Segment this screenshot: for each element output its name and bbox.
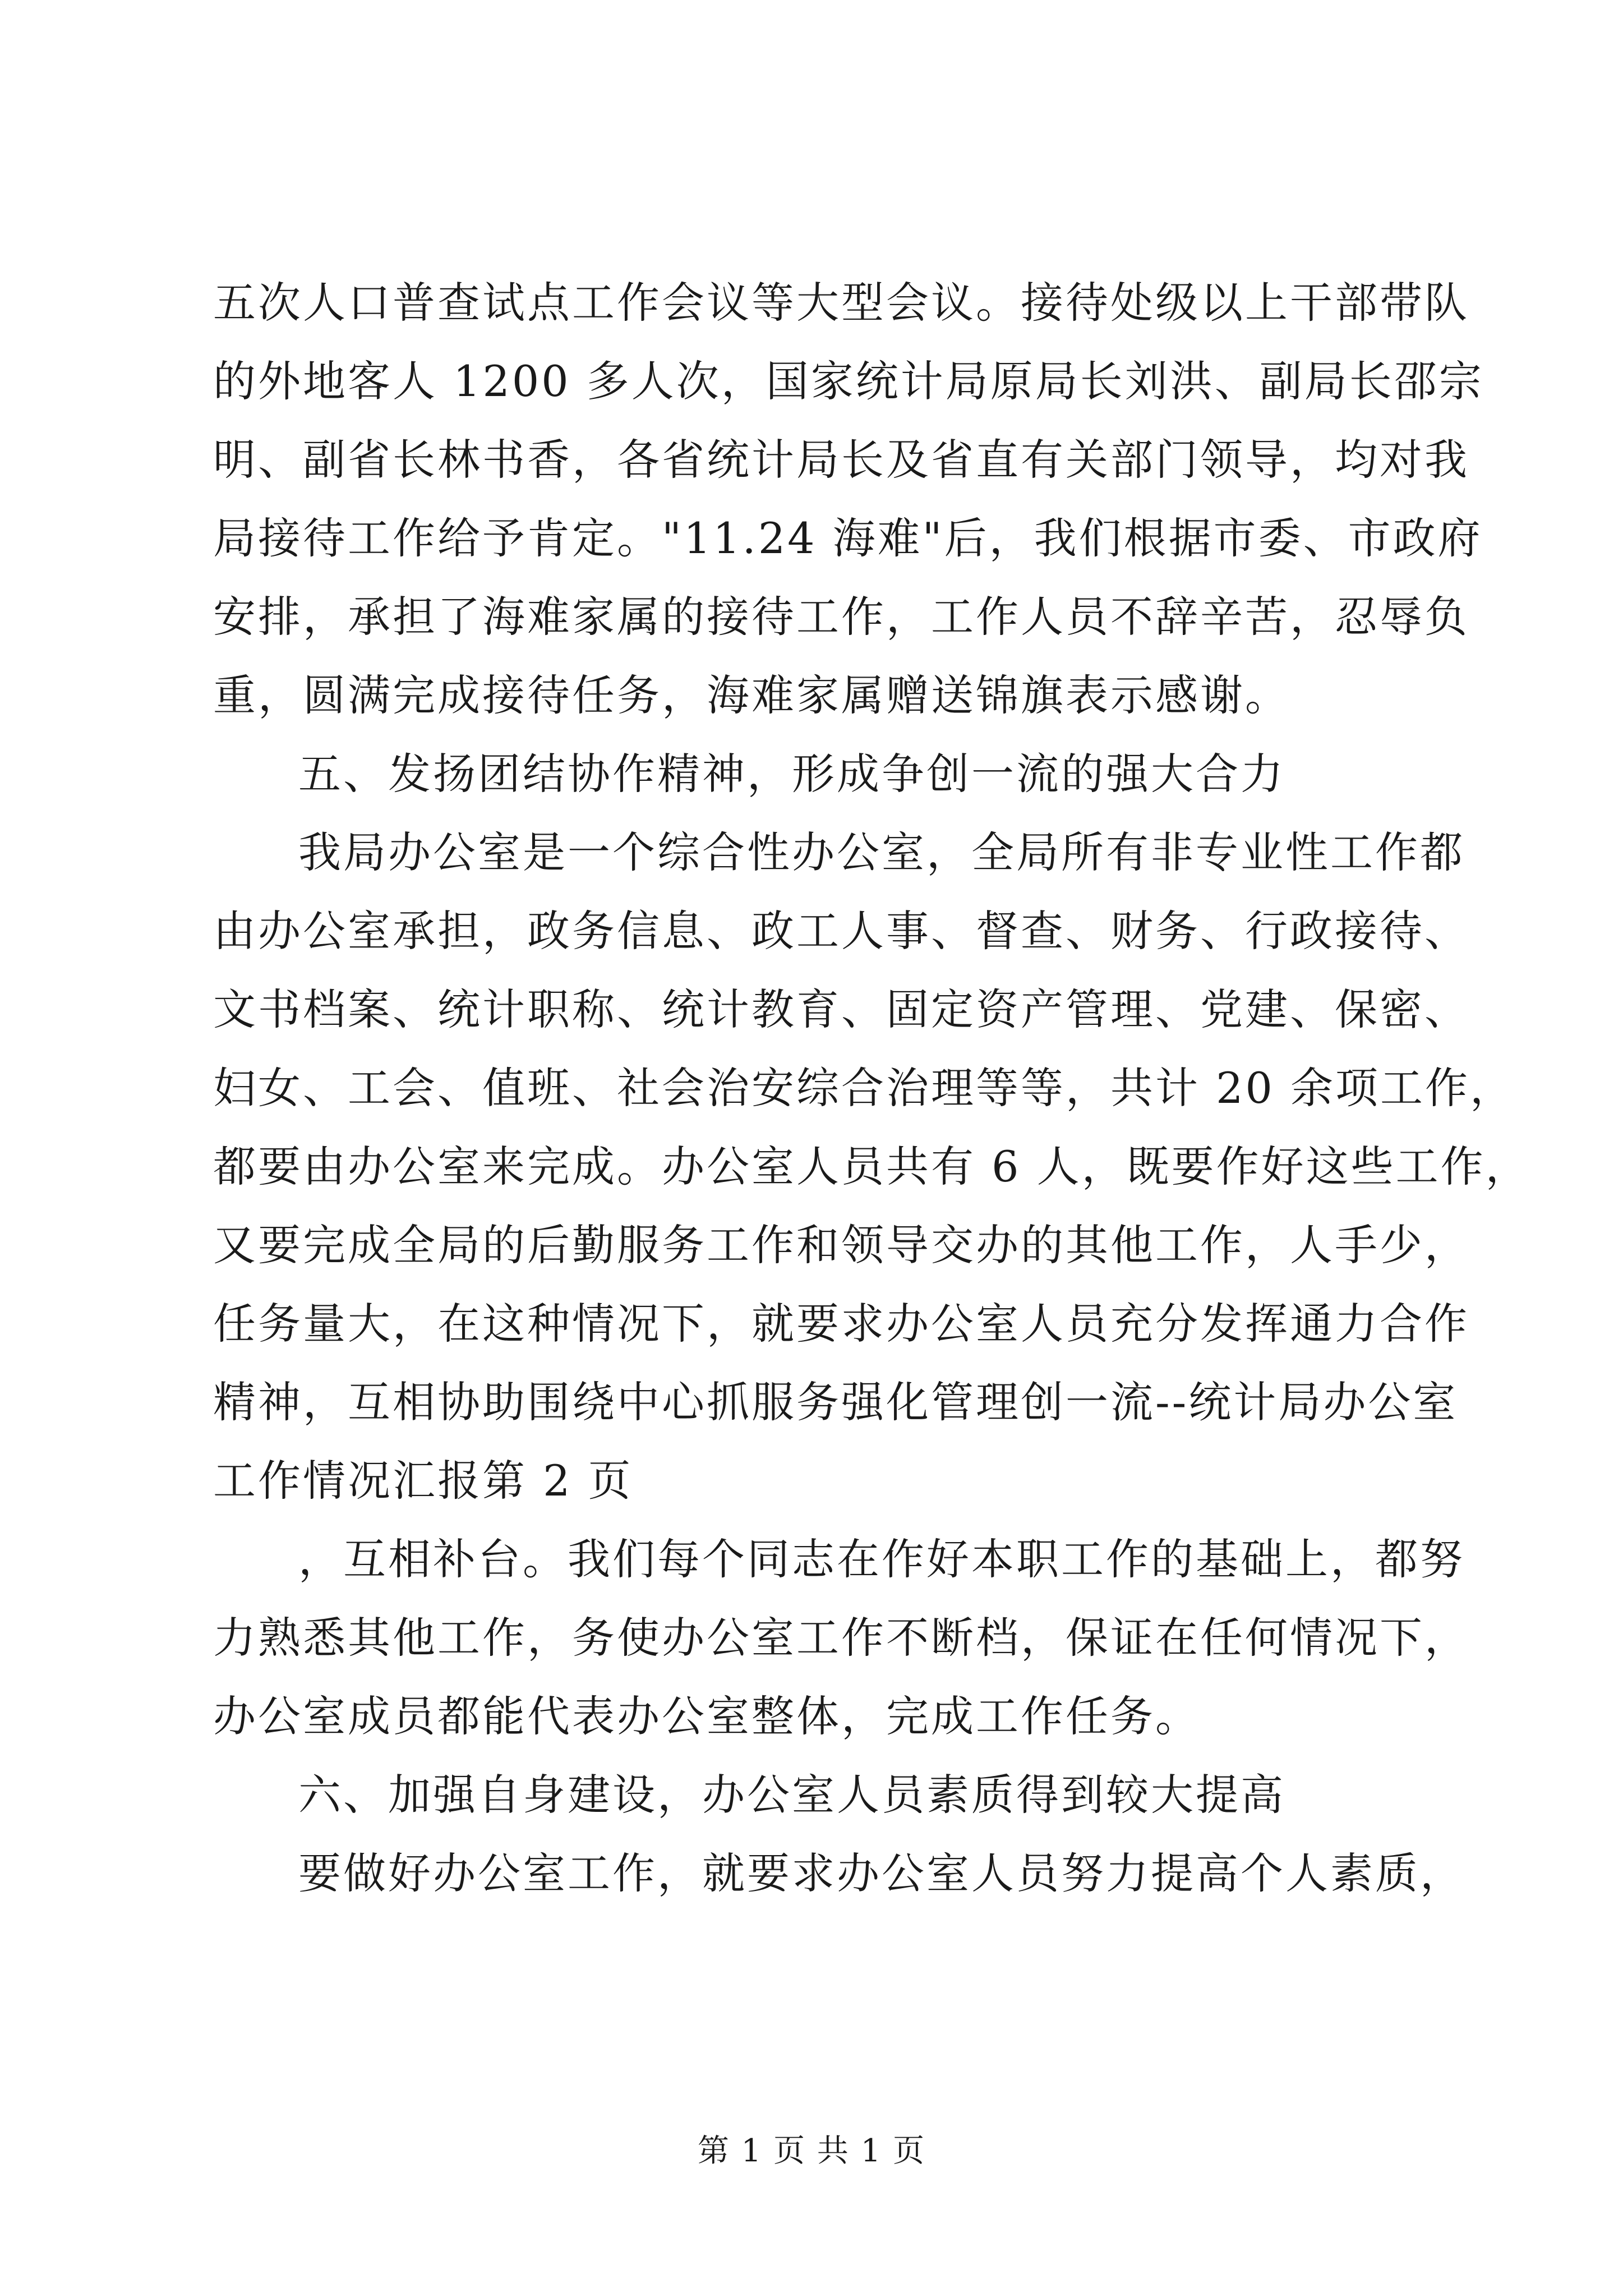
text-line: 我局办公室是一个综合性办公室，全局所有非专业性工作都	[298, 827, 1465, 877]
text-line: 局接待工作给予肯定。"11.24 海难"后，我们根据市委、市政府	[213, 513, 1483, 563]
text-line: 办公室成员都能代表办公室整体，完成工作任务。	[213, 1691, 1200, 1741]
text-line: 由办公室承担，政务信息、政工人事、督查、财务、行政接待、	[213, 906, 1469, 956]
text-line: 的外地客人 1200 多人次，国家统计局原局长刘洪、副局长邵宗	[213, 356, 1484, 406]
text-line: 五次人口普查试点工作会议等大型会议。接待处级以上干部带队	[213, 278, 1469, 328]
text-line: 精神，互相协助围绕中心抓服务强化管理创一流--统计局办公室	[213, 1377, 1458, 1427]
section-heading: 五、发扬团结协作精神，形成争创一流的强大合力	[298, 749, 1285, 799]
text-line: 又要完成全局的后勤服务工作和领导交办的其他工作，人手少，	[213, 1220, 1469, 1270]
text-line: 重，圆满完成接待任务，海难家属赠送锦旗表示感谢。	[213, 670, 1290, 720]
text-line: 文书档案、统计职称、统计教育、固定资产管理、党建、保密、	[213, 984, 1469, 1034]
text-line: 明、副省长林书香，各省统计局长及省直有关部门领导，均对我	[213, 435, 1469, 485]
text-line: 工作情况汇报第 2 页	[213, 1456, 633, 1506]
text-line: 要做好办公室工作，就要求办公室人员努力提高个人素质，	[298, 1848, 1465, 1898]
text-line: ，互相补台。我们每个同志在作好本职工作的基础上，都努	[298, 1534, 1465, 1584]
document-body	[213, 264, 1530, 1913]
text-line: 都要由办公室来完成。办公室人员共有 6 人，既要作好这些工作，	[213, 1142, 1530, 1191]
text-line: 任务量大，在这种情况下，就要求办公室人员充分发挥通力合作	[213, 1299, 1469, 1349]
text-line: 力熟悉其他工作，务使办公室工作不断档，保证在任何情况下，	[213, 1613, 1469, 1663]
page-footer: 第 1 页 共 1 页	[697, 2133, 926, 2169]
section-heading: 六、加强自身建设，办公室人员素质得到较大提高	[298, 1770, 1285, 1820]
text-line: 妇女、工会、值班、社会治安综合治理等等，共计 20 余项工作，	[213, 1063, 1515, 1113]
text-line: 安排，承担了海难家属的接待工作，工作人员不辞辛苦，忍辱负	[213, 592, 1469, 642]
